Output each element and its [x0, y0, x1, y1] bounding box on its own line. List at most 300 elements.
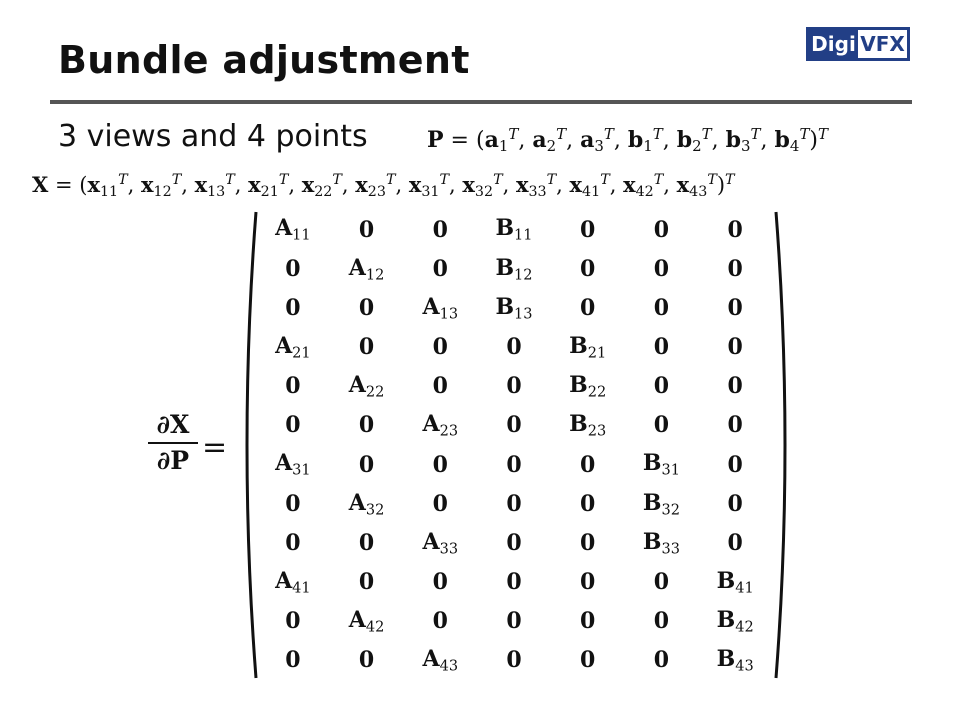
matrix-cell — [654, 217, 669, 243]
matrix-cell-sub: 11 — [514, 227, 533, 244]
p-eq-comma: , — [760, 128, 775, 154]
slide-title: Bundle adjustment — [58, 38, 470, 82]
x-eq-term-sub: 42 — [635, 183, 654, 200]
matrix-cell — [580, 569, 595, 595]
matrix-cell-base: B — [495, 293, 515, 320]
matrix-cell — [359, 452, 374, 478]
matrix-cell-base: 0 — [506, 334, 522, 361]
p-eq-close: ) — [809, 128, 819, 154]
matrix-cell — [495, 294, 532, 322]
matrix-cell-base: 0 — [285, 608, 301, 635]
matrix-cell-base: A — [348, 607, 366, 634]
matrix-cell-base: 0 — [506, 490, 522, 517]
matrix-cell — [580, 491, 595, 517]
matrix-cell-base: 0 — [580, 451, 596, 478]
p-eq-term-base: b — [725, 127, 742, 154]
matrix-cell — [359, 412, 374, 438]
matrix-cell — [285, 647, 300, 673]
p-eq-comma: , — [566, 128, 581, 154]
matrix-cell-base: A — [275, 450, 293, 477]
matrix-cell-base: A — [275, 332, 293, 359]
matrix-cell — [727, 530, 742, 556]
matrix-cell-base: 0 — [580, 216, 596, 243]
p-eq-term — [484, 125, 519, 156]
matrix-cell-sub: 11 — [292, 227, 311, 244]
x-eq-term-sub: 43 — [689, 183, 708, 200]
matrix-cell-sub: 12 — [514, 266, 533, 283]
x-eq-term — [87, 172, 128, 200]
x-eq-term-sup: T — [225, 172, 235, 189]
jacobian-denominator: ∂P — [156, 446, 190, 475]
matrix-cell — [506, 334, 521, 360]
x-eq-term-base: x — [462, 172, 475, 197]
matrix-cell-base: A — [422, 528, 440, 555]
matrix-cell — [654, 256, 669, 282]
matrix-cell-base: 0 — [653, 412, 670, 439]
x-eq-term-sub: 33 — [528, 183, 547, 200]
matrix-cell — [275, 215, 311, 243]
matrix-cell-base: 0 — [727, 255, 743, 282]
matrix-cell-base: 0 — [727, 216, 743, 243]
x-eq-term — [676, 172, 717, 200]
matrix-cell — [433, 569, 448, 595]
matrix-cell-base: 0 — [727, 412, 743, 439]
p-eq-term-base: a — [532, 127, 547, 154]
matrix-cell — [727, 373, 742, 399]
matrix-cell-base: 0 — [580, 608, 596, 635]
matrix-cell-base: 0 — [506, 451, 522, 478]
matrix-cell-sub: 21 — [587, 345, 607, 362]
digivfx-logo — [806, 27, 910, 61]
x-eq-comma: , — [449, 173, 463, 197]
matrix-cell-base: 0 — [727, 373, 743, 400]
matrix-cell-base: 0 — [727, 294, 743, 321]
matrix-cell — [506, 608, 521, 634]
matrix-cell — [580, 256, 595, 282]
matrix-cell-sub: 43 — [439, 658, 459, 675]
matrix-cell — [727, 217, 742, 243]
p-eq-term — [627, 125, 663, 156]
p-eq-term — [774, 125, 810, 156]
matrix-cell — [423, 529, 459, 557]
x-eq-open: = ( — [48, 173, 88, 197]
x-eq-term-sup: T — [385, 172, 396, 189]
matrix-cell — [506, 412, 521, 438]
matrix-cell — [654, 647, 669, 673]
matrix-cell — [359, 295, 374, 321]
matrix-cell-base: 0 — [358, 294, 375, 321]
matrix-cell — [580, 217, 595, 243]
matrix-cell-base: A — [348, 254, 366, 281]
matrix-cell-sub: 13 — [514, 306, 533, 323]
matrix-cell-base: 0 — [358, 216, 375, 243]
x-eq-term-sup: T — [118, 172, 128, 189]
x-eq-term-sub: 41 — [582, 183, 601, 200]
title-divider — [50, 100, 912, 104]
matrix-cell-base: B — [716, 567, 736, 594]
matrix-cell — [433, 217, 448, 243]
matrix-cell-base: 0 — [432, 490, 448, 517]
x-eq-term-base: x — [355, 172, 368, 197]
matrix-cell-base: 0 — [432, 255, 448, 282]
matrix-cell — [717, 568, 754, 596]
p-eq-term-base: b — [774, 127, 790, 154]
matrix-cell — [423, 294, 459, 322]
p-eq-term — [580, 125, 614, 156]
matrix-cell-base: 0 — [580, 569, 596, 596]
x-eq-term-sub: 12 — [153, 183, 172, 200]
p-eq-comma: , — [711, 128, 726, 154]
matrix-cell-base: A — [348, 489, 366, 516]
matrix-cell — [285, 412, 300, 438]
matrix-cell-base: 0 — [506, 569, 522, 596]
matrix-cell-sub: 32 — [661, 501, 680, 518]
matrix-cell-base: 0 — [653, 608, 670, 635]
matrix-cell — [506, 530, 521, 556]
matrix-cell-sub: 13 — [439, 306, 459, 323]
matrix-cell — [654, 334, 669, 360]
p-eq-term-sup: T — [652, 125, 663, 143]
x-eq-term — [248, 172, 289, 200]
p-eq-term-sub: 2 — [546, 137, 557, 156]
matrix-cell-base: A — [348, 372, 366, 399]
x-eq-term-base: x — [87, 172, 100, 197]
matrix-cell — [727, 412, 742, 438]
matrix-cell — [359, 217, 374, 243]
matrix-cell — [275, 568, 311, 596]
matrix-cell-base: 0 — [432, 451, 448, 478]
matrix-cell-sub: 42 — [365, 619, 385, 636]
matrix-cell — [727, 334, 742, 360]
matrix-cell-base: 0 — [285, 373, 301, 400]
matrix-cell-base: B — [642, 450, 662, 477]
matrix-cell — [727, 256, 742, 282]
x-eq-term-base: x — [248, 172, 261, 197]
logo-part-vfx: VFX — [858, 30, 907, 58]
matrix-cell — [359, 569, 374, 595]
matrix-cell — [580, 530, 595, 556]
x-eq-term-sup: T — [546, 172, 557, 189]
matrix-cell — [275, 333, 311, 361]
p-eq-lhs: P — [427, 127, 444, 154]
x-eq-term-sub: 31 — [421, 183, 440, 200]
matrix-cell-base: 0 — [580, 294, 596, 321]
p-eq-comma: , — [518, 128, 533, 154]
matrix-cell-base: 0 — [285, 529, 301, 556]
matrix-cell-base: A — [422, 411, 440, 438]
matrix-cell-base: 0 — [653, 334, 670, 361]
matrix-cell — [654, 412, 669, 438]
matrix-cell-sub: 33 — [439, 541, 459, 558]
matrix-cell-base: 0 — [358, 647, 375, 674]
x-eq-comma: , — [663, 173, 677, 197]
matrix-cell-base: 0 — [285, 490, 301, 517]
matrix-cell-base: 0 — [580, 529, 596, 556]
matrix-cell — [580, 647, 595, 673]
equals-sign: = — [202, 430, 228, 465]
matrix-cell-sub: 22 — [365, 384, 385, 401]
matrix-cell-sub: 33 — [661, 541, 680, 558]
matrix-cell — [285, 608, 300, 634]
matrix-cell — [643, 529, 680, 557]
matrix-cell-base: 0 — [358, 569, 375, 596]
p-eq-term-sup: T — [701, 125, 712, 143]
matrix-cell-sub: 23 — [439, 423, 459, 440]
p-eq-term-sub: 1 — [498, 137, 509, 156]
right-paren-icon — [772, 210, 796, 680]
matrix-cell — [285, 295, 300, 321]
matrix-cell-sub: 22 — [587, 384, 607, 401]
matrix-cell-base: 0 — [358, 334, 375, 361]
matrix-cell-base: 0 — [285, 294, 301, 321]
matrix-cell — [727, 491, 742, 517]
p-eq-term — [725, 125, 761, 156]
matrix-cell — [717, 646, 754, 674]
jacobian-matrix — [256, 210, 772, 680]
matrix-cell-base: 0 — [653, 255, 670, 282]
matrix-cell-base: B — [716, 607, 736, 634]
matrix-cell-base: B — [642, 528, 662, 555]
matrix-cell-base: 0 — [653, 373, 670, 400]
matrix-cell — [433, 608, 448, 634]
matrix-cell — [727, 452, 742, 478]
matrix-cell-sub: 31 — [292, 462, 311, 479]
x-eq-term-sub: 21 — [260, 183, 279, 200]
matrix-cell — [285, 256, 300, 282]
fraction-bar — [148, 442, 198, 444]
matrix-cell — [654, 608, 669, 634]
x-eq-term-base: x — [301, 172, 315, 197]
matrix-cell-base: 0 — [432, 216, 448, 243]
p-eq-term-sub: 4 — [789, 137, 800, 156]
matrix-cell-base: 0 — [580, 490, 596, 517]
p-eq-term-sub: 2 — [692, 137, 702, 156]
p-eq-term-sup: T — [799, 125, 810, 143]
slide-subtitle: 3 views and 4 points — [58, 119, 368, 154]
matrix-cell-base: 0 — [727, 451, 743, 478]
matrix-cell — [654, 373, 669, 399]
matrix-cell-base: 0 — [285, 647, 301, 674]
matrix-cell-base: 0 — [285, 255, 301, 282]
x-eq-term-sup: T — [332, 172, 342, 189]
matrix-cell-base: 0 — [506, 412, 522, 439]
x-eq-term-base: x — [623, 172, 636, 197]
jacobian-numerator: ∂X — [156, 410, 190, 439]
x-eq-term-sup: T — [278, 172, 289, 189]
matrix-cell — [580, 452, 595, 478]
x-eq-comma: , — [341, 173, 356, 197]
matrix-cell-sub: 41 — [735, 580, 754, 597]
matrix-cell — [349, 255, 385, 283]
matrix-cell-base: 0 — [580, 647, 596, 674]
p-eq-term-sub: 3 — [594, 137, 604, 156]
x-eq-term-sup: T — [600, 172, 610, 189]
x-eq-comma: , — [234, 173, 249, 197]
matrix-cell — [569, 333, 606, 361]
matrix-cell — [349, 607, 385, 635]
matrix-cell-base: 0 — [432, 373, 448, 400]
matrix-cell — [654, 295, 669, 321]
matrix-cell-sub: 23 — [587, 423, 607, 440]
matrix-cell — [359, 647, 374, 673]
matrix-cell-sub: 42 — [735, 619, 754, 636]
matrix-cell — [717, 607, 754, 635]
matrix-cell-base: 0 — [358, 412, 375, 439]
matrix-cell-base: 0 — [358, 529, 375, 556]
p-eq-open: = ( — [443, 128, 485, 154]
p-eq-term-sup: T — [508, 125, 519, 143]
matrix-cell — [569, 372, 606, 400]
matrix-cell — [433, 256, 448, 282]
matrix-cell-base: 0 — [506, 608, 522, 635]
p-eq-term-sub: 1 — [643, 137, 653, 156]
matrix-cell — [495, 215, 532, 243]
matrix-cell-sub: 31 — [661, 462, 680, 479]
matrix-cell-base: A — [422, 293, 440, 320]
matrix-cell-sub: 32 — [365, 501, 385, 518]
matrix-cell — [349, 372, 385, 400]
p-eq-term-base: a — [580, 127, 595, 154]
matrix-cell — [359, 334, 374, 360]
matrix-cell — [349, 490, 385, 518]
matrix-cell — [727, 295, 742, 321]
matrix-cell-base: B — [495, 254, 515, 281]
p-eq-comma: , — [662, 128, 677, 154]
p-eq-term-base: b — [676, 127, 693, 154]
matrix-cell-base: 0 — [727, 334, 743, 361]
x-eq-term — [301, 172, 342, 200]
x-equation — [32, 172, 735, 200]
x-eq-comma: , — [127, 173, 141, 197]
x-eq-term-base: x — [676, 172, 690, 197]
matrix-cell-sub: 41 — [292, 580, 311, 597]
x-eq-term-base: x — [515, 172, 529, 197]
matrix-cell-base: B — [569, 411, 588, 438]
matrix-cell — [506, 373, 521, 399]
matrix-cell — [285, 373, 300, 399]
matrix-cell-base: 0 — [432, 334, 448, 361]
x-eq-lhs: X — [32, 172, 49, 197]
x-eq-outer-sup: T — [725, 172, 735, 189]
x-eq-term-sub: 22 — [314, 183, 333, 200]
matrix-cell-base: 0 — [727, 490, 743, 517]
matrix-cell-base: 0 — [506, 647, 522, 674]
x-eq-term — [194, 172, 235, 200]
matrix-cell-base: 0 — [358, 451, 375, 478]
p-eq-term-sup: T — [603, 125, 614, 143]
matrix-cell — [433, 334, 448, 360]
x-eq-term-sup: T — [493, 172, 503, 189]
x-eq-term-sup: T — [171, 172, 182, 189]
matrix-cell — [506, 647, 521, 673]
matrix-cell-base: B — [569, 332, 588, 359]
x-eq-comma: , — [395, 173, 409, 197]
jacobian-fraction — [148, 410, 198, 476]
x-eq-close: ) — [716, 173, 726, 197]
x-eq-term — [408, 172, 450, 200]
x-eq-term-base: x — [569, 172, 583, 197]
x-eq-term-sup: T — [439, 172, 450, 189]
x-eq-term — [462, 172, 503, 200]
p-equation — [427, 125, 828, 155]
x-eq-term-base: x — [408, 172, 422, 197]
x-eq-term-sup: T — [707, 172, 717, 189]
matrix-cell-base: B — [642, 489, 662, 516]
matrix-cell-base: 0 — [727, 529, 743, 556]
matrix-cell-base: 0 — [432, 608, 448, 635]
x-eq-term-base: x — [194, 172, 208, 197]
matrix-cell — [433, 373, 448, 399]
x-eq-term — [569, 172, 610, 200]
matrix-cell — [643, 450, 680, 478]
matrix-cell — [506, 491, 521, 517]
matrix-cell — [275, 450, 311, 478]
matrix-cell — [506, 452, 521, 478]
p-eq-term-base: a — [484, 127, 499, 154]
x-eq-term — [355, 172, 396, 200]
p-eq-term — [532, 125, 567, 156]
matrix-cell-base: 0 — [506, 373, 522, 400]
x-eq-term — [515, 172, 557, 200]
matrix-cell-base: 0 — [506, 529, 522, 556]
matrix-cell — [423, 411, 459, 439]
matrix-cell — [423, 646, 459, 674]
matrix-cell — [643, 490, 680, 518]
p-eq-outer-sup: T — [818, 125, 828, 143]
matrix-cell-base: A — [422, 646, 440, 673]
x-eq-term — [141, 172, 182, 200]
matrix-cell-base: 0 — [653, 294, 670, 321]
matrix-cell-base: 0 — [653, 569, 670, 596]
matrix-cell-base: 0 — [432, 569, 448, 596]
x-eq-term-sub: 11 — [99, 183, 119, 200]
matrix-cell-base: B — [716, 646, 736, 673]
matrix-cell-base: B — [495, 215, 515, 242]
x-eq-term-sub: 13 — [207, 183, 226, 200]
matrix-cell — [506, 569, 521, 595]
matrix-cell-sub: 12 — [365, 266, 385, 283]
p-eq-term-sup: T — [556, 125, 567, 143]
logo-part-digi: Digi — [809, 30, 858, 58]
matrix-cell-base: 0 — [285, 412, 301, 439]
matrix-cell-base: 0 — [653, 216, 670, 243]
x-eq-term-sub: 23 — [367, 183, 386, 200]
x-eq-comma: , — [609, 173, 624, 197]
p-eq-term-sup: T — [750, 125, 761, 143]
matrix-cell — [285, 491, 300, 517]
matrix-cell-base: B — [569, 372, 588, 399]
p-eq-term-base: b — [627, 127, 644, 154]
x-eq-comma: , — [181, 173, 195, 197]
x-eq-term-sup: T — [653, 172, 664, 189]
matrix-cell-base: A — [275, 215, 293, 242]
matrix-cell — [569, 411, 606, 439]
matrix-cell — [359, 530, 374, 556]
p-eq-term-sub: 3 — [741, 137, 751, 156]
matrix-cell-base: 0 — [653, 647, 670, 674]
x-eq-term-base: x — [141, 172, 154, 197]
matrix-cell — [495, 255, 532, 283]
matrix-cell-sub: 21 — [292, 345, 311, 362]
matrix-cell-base: A — [275, 567, 293, 594]
p-eq-term — [676, 125, 712, 156]
matrix-cell-base: 0 — [580, 255, 596, 282]
x-eq-comma: , — [556, 173, 570, 197]
x-eq-term — [623, 172, 664, 200]
matrix-cell — [580, 295, 595, 321]
x-eq-comma: , — [502, 173, 516, 197]
x-eq-term-sub: 32 — [474, 183, 494, 200]
